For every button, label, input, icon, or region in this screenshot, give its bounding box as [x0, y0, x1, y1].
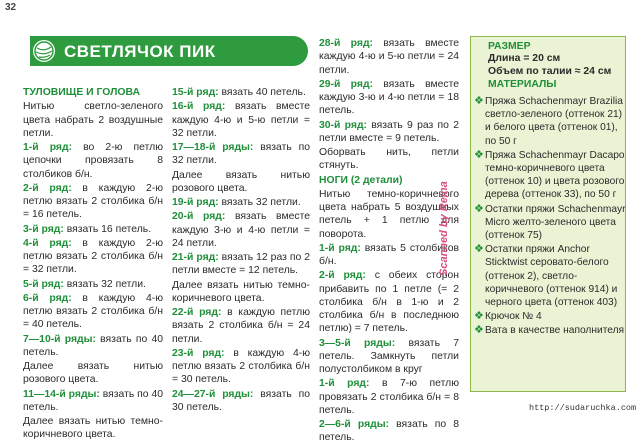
bullet-star-icon: ❖ [474, 243, 484, 256]
instruction-text: в 7-ю петлю провязать 2 столбика б/н = 8 петель. [319, 378, 459, 416]
material-item [474, 95, 626, 148]
row-label: 30-й ряд: [319, 119, 367, 131]
instruction-text: в каждую петлю вязать 2 столбика б/н = 24 петли. [172, 307, 310, 345]
row-label: 11—14-й ряды: [23, 388, 100, 400]
instruction-paragraph [319, 269, 459, 335]
instruction-text: вязать по 40 петель. [23, 333, 163, 358]
row-label: 23-й ряд: [172, 347, 225, 359]
row-label: 17—18-й ряды: [172, 142, 254, 153]
materials-list [474, 95, 626, 339]
row-label: 1-й ряд: [23, 142, 73, 153]
row-label: 19-й ряд: [172, 197, 219, 208]
instruction-text: Нитью светло-зеленого цвета набрать 2 воздушные петли. [23, 101, 163, 139]
instruction-paragraph [172, 169, 310, 196]
row-label: 16-й ряд: [172, 101, 226, 113]
instruction-paragraph [23, 292, 163, 332]
instruction-text: вязать по 32 петли. [172, 142, 310, 167]
row-label: 21-й ряд: [172, 252, 219, 263]
instruction-paragraph [172, 86, 310, 99]
instruction-text: Оборвать нить, петли стянуть. [319, 147, 459, 172]
instruction-paragraph [23, 100, 163, 140]
instruction-paragraph [319, 377, 459, 417]
instruction-paragraph [23, 360, 163, 387]
size-heading: РАЗМЕР [488, 41, 531, 52]
instruction-text: в каждую 4-ю петлю вязать 2 столбика б/н = 30 петель. [172, 347, 310, 386]
instruction-paragraph [319, 146, 459, 173]
instruction-paragraph [172, 210, 310, 250]
instruction-paragraph [172, 306, 310, 346]
material-item [474, 149, 626, 202]
instruction-paragraph [172, 347, 310, 387]
instruction-text: вязать вместе каждую 4-ю и 5-ю петли = 32 петли. [172, 101, 311, 139]
instruction-text: Нитью темно-коричневого цвета набрать 5 воздушных петель + 1 петлю для поворота. [319, 188, 459, 240]
row-label: 20-й ряд: [172, 211, 226, 223]
page-title: СВЕТЛЯЧОК ПИК [64, 42, 216, 61]
instruction-text: вязать 40 петель. [218, 87, 306, 98]
row-label: 28-й ряд: [319, 38, 374, 49]
row-label: 15-й ряд: [172, 87, 219, 98]
instruction-text: Далее вязать нитью темно-коричневого цвета. [172, 279, 310, 304]
instruction-paragraph [23, 333, 163, 360]
instruction-text: вязать по 40 петель. [23, 388, 164, 413]
row-label: 29-й ряд: [319, 78, 374, 90]
section-heading-legs: НОГИ (2 детали) [319, 174, 403, 186]
instruction-text: вязать вместе каждую 3-ю и 4-ю петли = 24 петли. [172, 211, 311, 249]
bullet-star-icon: ❖ [474, 148, 484, 161]
yarn-ball-icon [30, 37, 58, 65]
material-item [474, 324, 626, 337]
row-label: 2-й ряд: [23, 182, 72, 194]
material-item [474, 203, 626, 243]
row-label: 1-й ряд: [319, 242, 361, 254]
instruction-paragraph [319, 418, 459, 445]
section-heading-body-head: ТУЛОВИЩЕ И ГОЛОВА [23, 87, 140, 98]
material-text: Остатки пряжи Schachenmayr Micro желто-зеленого цвета (оттенок 75) [485, 203, 626, 242]
source-url: http://sudaruchka.com [529, 403, 637, 413]
instruction-text: вязать 12 раз по 2 петли вместе = 12 петель. [172, 252, 310, 277]
instruction-text: вязать по 8 петель. [319, 419, 459, 444]
materials-heading: МАТЕРИАЛЫ [488, 79, 557, 90]
instruction-paragraph [172, 100, 310, 140]
bullet-star-icon: ❖ [474, 324, 484, 337]
row-label: 6-й ряд: [23, 292, 72, 304]
instruction-paragraph [23, 415, 163, 442]
material-text: Остатки пряжи Anchor Sticktwist серовато-белого (оттенок 2), светло-коричневого (оттенок 914) и черного цвета (оттенок 403) [485, 244, 618, 309]
instruction-paragraph [23, 182, 163, 222]
material-text: Пряжа Schachenmayr Dacapo темно-коричневого цвета (оттенок 10) и цвета розового дерева (оттенок 33), по 50 г [485, 149, 625, 201]
bullet-star-icon: ❖ [474, 95, 484, 107]
instruction-paragraph [23, 223, 163, 236]
instruction-text: вязать 32 петли. [63, 278, 146, 290]
scanner-watermark: Scanned by Reina [438, 181, 450, 276]
instruction-text: вязать 32 петли. [218, 197, 301, 208]
row-label: 4-й ряд: [23, 237, 72, 249]
instruction-paragraph [23, 237, 163, 277]
instruction-paragraph [319, 37, 459, 77]
material-text: Вата в качестве наполнителя [485, 325, 625, 337]
column-2 [172, 86, 310, 415]
instruction-text: во 2-ю петлю цепочки провязать 8 столбиков б/н. [23, 142, 164, 180]
instruction-text: в каждую 4-ю петлю вязать 2 столбика б/н = 40 петель. [23, 292, 163, 331]
instruction-paragraph [23, 141, 163, 181]
instruction-paragraph [23, 388, 163, 415]
row-label: 2—6-й ряды: [319, 419, 390, 430]
page-number: 32 [5, 2, 17, 13]
row-label: 5-й ряд: [23, 278, 64, 290]
instruction-text: Далее вязать нитью темно-коричневого цвета. [23, 416, 163, 441]
instruction-paragraph [172, 279, 310, 306]
instruction-text: вязать 9 раз по 2 петли вместе = 9 петель. [319, 119, 459, 144]
instruction-paragraph [319, 119, 459, 146]
row-label: 22-й ряд: [172, 307, 222, 318]
instruction-text: вязать по 30 петель. [172, 388, 310, 413]
instruction-paragraph [172, 196, 310, 209]
row-label: 1-й ряд: [319, 378, 370, 390]
size-length: Длина = 20 см [488, 53, 561, 64]
material-text: Крючок № 4 [485, 311, 542, 323]
instruction-text: в каждую 2-ю петлю вязать 2 столбика б/н = 16 петель. [23, 182, 163, 221]
bullet-star-icon: ❖ [474, 310, 484, 323]
instruction-text: вязать 16 петель. [63, 223, 152, 235]
instruction-paragraph [172, 141, 310, 168]
instruction-text: вязать 7 петель. Замкнуть петли полустолбиком в круг [319, 337, 459, 375]
material-item [474, 310, 626, 323]
instruction-text: с обеих сторон прибавить по 1 петле (= 2 столбика б/н в 1-ю и 2 столбика б/н в последнюю петлю) = 7 петель. [319, 270, 459, 335]
instruction-paragraph [319, 78, 459, 118]
instruction-text: Далее вязать нитью розового цвета. [23, 361, 163, 386]
column-1 [23, 86, 163, 443]
instruction-text: вязать вместе каждую 3-ю и 4-ю петли = 18 петель. [319, 78, 460, 117]
size-waist: Объем по талии ≈ 24 см [488, 66, 612, 77]
instruction-text: вязать 5 столбиков б/н. [319, 242, 460, 267]
row-label: 7—10-й ряды: [23, 333, 96, 345]
row-label: 3—5-й ряды: [319, 337, 396, 349]
row-label: 2-й ряд: [319, 270, 366, 282]
row-label: 24—27-й ряды: [172, 388, 254, 400]
row-label: 3-й ряд: [23, 223, 64, 235]
instruction-paragraph [319, 337, 459, 377]
material-item [474, 243, 626, 309]
material-text: Пряжа Schachenmayr Brazilia светло-зеленого (оттенок 21) и белого цвета (оттенок 01), по 50 г [485, 96, 623, 147]
bullet-star-icon: ❖ [474, 202, 484, 215]
instruction-paragraph [23, 278, 163, 291]
instruction-paragraph [172, 388, 310, 415]
instruction-text: в каждую 2-ю петлю вязать 2 столбика б/н = 32 петли. [23, 237, 163, 276]
instruction-text: вязать вместе каждую 4-ю и 5-ю петли = 24 петли. [319, 38, 460, 76]
size-block [488, 41, 623, 90]
instruction-paragraph [172, 251, 310, 278]
instruction-text: Далее вязать нитью розового цвета. [172, 169, 310, 194]
